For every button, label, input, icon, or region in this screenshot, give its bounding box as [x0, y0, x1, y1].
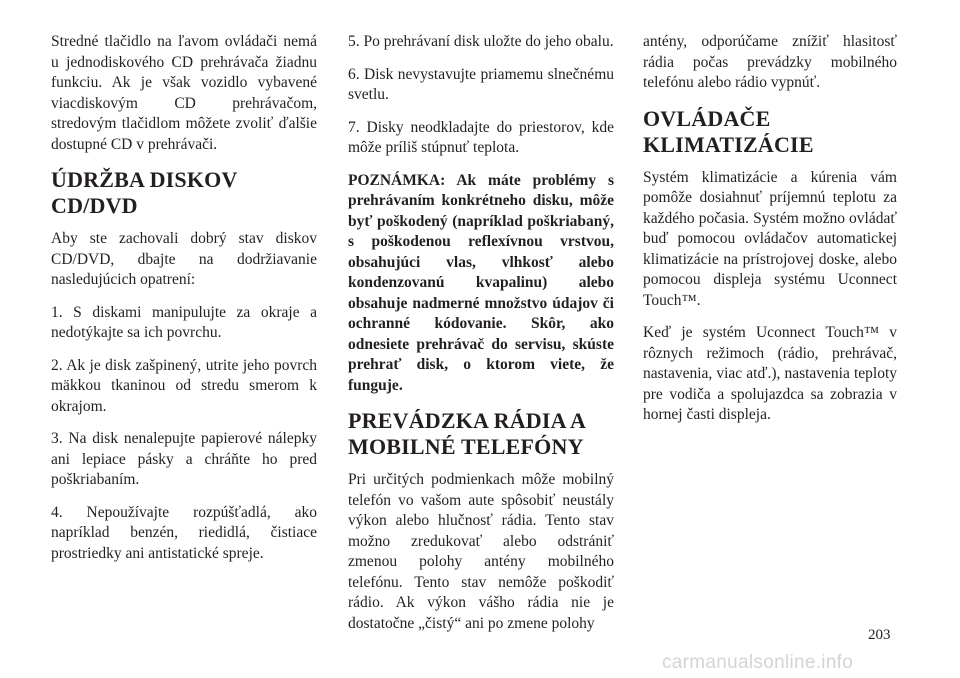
paragraph-radio-phones-continued: antény, odporúčame znížiť hlasitosť rádia počas prevádzky mobilného telefónu alebo rádio vypnúť.	[643, 33, 897, 91]
heading-disc-care-line-1: ÚDRŽBA DISKOV	[51, 167, 238, 192]
paragraph-disc-care-intro: Aby ste zachovali dobrý stav diskov CD/DVD, dbajte na dodržiavanie nasledujúcich opatrení:	[51, 230, 317, 288]
paragraph-radio-phones: Pri určitých podmienkach môže mobilný telefón vo vašom aute spôsobiť neustály výkon alebo hlučnosť rádia. Tento stav možno zredukovať alebo odstrániť zmenou polohy antény mobilného telefónu. Tento stav nemôže poškodiť rádio. Ak výkon vášho rádia nie je dostatočne „čistý“ ani po zmene polohy	[348, 471, 614, 632]
heading-radio-phones	[348, 408, 614, 460]
heading-radio-phones-line-2: MOBILNÉ TELEFÓNY	[348, 434, 584, 459]
list-item-4: 4. Nepoužívajte rozpúšťadlá, ako napríklad benzén, riedidlá, čistiace prostriedky ani antistatické spreje.	[51, 503, 317, 562]
text-column-middle	[348, 32, 614, 646]
list-item-7: 7. Disky neodkladajte do priestorov, kde môže príliš stúpnuť teplota.	[348, 118, 614, 156]
text-column-right	[643, 32, 897, 438]
heading-radio-phones-line-1: PREVÁDZKA RÁDIA A	[348, 408, 587, 433]
text-column-left	[51, 32, 317, 576]
list-item-1: 1. S diskami manipulujte za okraje a nedotýkajte sa ich povrchu.	[51, 303, 317, 341]
heading-disc-care	[51, 167, 317, 219]
paragraph-uconnect-modes: Keď je systém Uconnect Touch™ v rôznych režimoch (rádio, prehrávač, nastavenia, viac atď.), nastavenia teploty pre vodiča a spolujazdca sa zobrazia v hornej časti displeja.	[643, 324, 897, 423]
list-item-2: 2. Ak je disk zašpinený, utrite jeho povrch mäkkou tkaninou od stredu smerom k okrajom.	[51, 356, 317, 415]
heading-climate-controls-line-1: OVLÁDAČE	[643, 105, 771, 131]
watermark-text: carmanualsonline.info	[662, 652, 854, 673]
heading-climate-controls	[643, 106, 897, 158]
list-item-5: 5. Po prehrávaní disk uložte do jeho obalu.	[348, 33, 614, 50]
note-paragraph: POZNÁMKA: Ak máte problémy s prehrávaním konkrétneho disku, môže byť poškodený (napríklad poškriabaný, s poškodenou reflexívnou vrstvou, obsahujúci vlas, vlhkosť alebo kondenzovanú kvapalinu) alebo obsahuje nadmerné množstvo údajov či ochranné kódovanie. Skôr, ako odnesiete prehrávač do servisu, skúste prehrať disk, o ktorom viete, že funguje.	[348, 171, 614, 394]
list-item-6: 6. Disk nevystavujte priamemu slnečnému svetlu.	[348, 65, 614, 103]
paragraph-climate-system: Systém klimatizácie a kúrenia vám pomôže dosiahnuť príjemnú teplotu za každého počasia. Systém možno ovládať buď pomocou ovládačov automatickej klimatizácie na prístrojovej doske, alebo pomocou displeja systému Uconnect Touch™.	[643, 168, 897, 309]
list-item-3: 3. Na disk nenalepujte papierové nálepky ani lepiace pásky a chráňte ho pred poškriabaním.	[51, 430, 317, 488]
paragraph-center-button: Stredné tlačidlo na ľavom ovládači nemá u jednodiskového CD prehrávača žiadnu funkciu. Ak je však vozidlo vybavené viacdiskovým CD prehrávačom, stredovým tlačidlom môžete zvoliť ďalšie dostupné CD v prehrávači.	[51, 33, 317, 153]
heading-disc-care-line-2: CD/DVD	[51, 193, 138, 218]
heading-climate-controls-line-2: KLIMATIZÁCIE	[643, 131, 814, 157]
page-number: 203	[868, 627, 891, 643]
